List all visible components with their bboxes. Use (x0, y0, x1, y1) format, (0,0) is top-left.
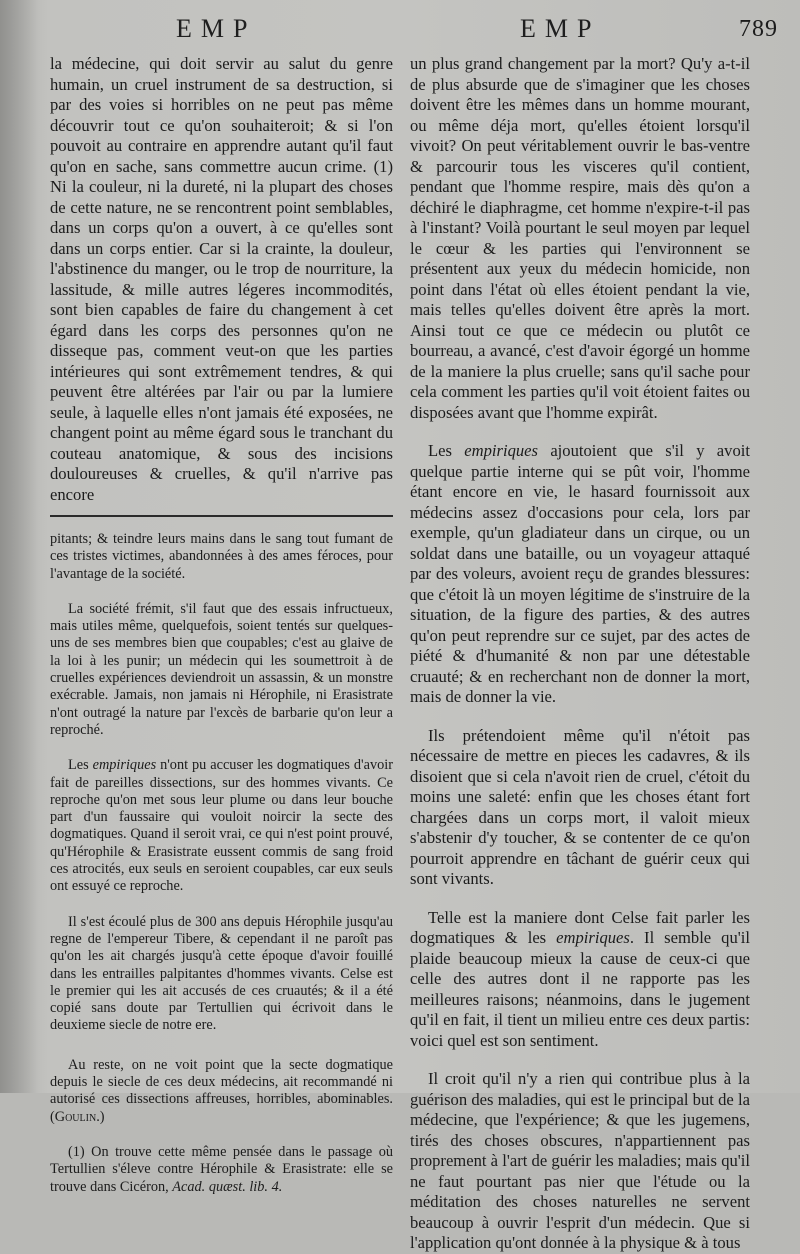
section-divider (50, 515, 393, 517)
running-head-right: EMP (520, 14, 601, 43)
right-paragraph-2: Les empiriques ajoutoient que s'il y avoit quelque partie interne qui se pût voir, l'homme étant encore en vie, le hasard fournissoit aux médecins assez d'occasions pour cela, lors par exemple, qu'un gladiateur dans un cirque, ou un soldat dans une bataille, ou un voyageur attaqué par des voleurs, avoient reçu de grandes blessures: que c'étoit là un moyen légitime de s'instruire de la situation, de la figure des parties, & des autres qu'on peut reprendre sur ce sujet, par des actes de piété & d'humanité & non par une détestable cruauté; & en recherchant non de donner la mort, mais de donner la vie. (410, 441, 750, 706)
left-paragraph-3: La société frémit, s'il faut que des essais infructueux, mais utiles même, quelquefois, soient tentés sur quelques-uns de ses membres bien que coupables; c'est au glaive de la loi à les punir; un médecin qui les soumettroit à de cruelles expériences deviendroit un assassin, & un monstre exécrable. Jamais, non jamais ni Hérophile, ni Erasistrate n'ont outragé la nature par l'excès de barbarie qu'on leur a reproché. (50, 600, 393, 738)
left-paragraph-1: la médecine, qui doit servir au salut du genre humain, un cruel instrument de sa destruction, si par des voies si horribles on ne peut pas même découvrir tout ce qu'on souhaiteroit; & si l'on pouvoit au contraire en apprendre autant qu'il faut qu'on en sache, sans commettre aucun crime. (1) Ni la couleur, ni la dureté, ni la plupart des choses de cette nature, ne se rencontrent point semblables, dans un corps qu'on a ouvert, à ce qu'elles sont dans un corps entier. Car si la crainte, la douleur, l'abstinence du manger, ou le trop de nourriture, la lassitude, & mille autres légeres incommodités, sont bien capables de faire du changement à cet égard dans les corps des personnes qu'on ne disseque pas, comment veut-on que les parties intérieures qui sont extrêmement tendres, & qui peuvent être altérées par l'air ou par la lumiere seule, à laquelle elles n'ont jamais été exposées, ne changent point au même égard sous le tranchant du couteau anatomique, & sous des incisions douloureuses & cruelles, & qu'il n'arrive pas encore (50, 54, 393, 504)
page-number: 789 (739, 16, 778, 42)
left-paragraph-6: Au reste, on ne voit point que la secte dogmatique depuis le siecle de ces deux médecins, ait recommandé ni autorisé ces dissections affreuses, horribles, abominables. (Goulin.) (50, 1056, 393, 1125)
left-paragraph-2: pitants; & teindre leurs mains dans le sang tout fumant de ces tristes victimes, abandonnées à des ames féroces, pour l'avantage de la société. (50, 531, 393, 582)
footnote: (1) On trouve cette même pensée dans le passage où Tertullien s'éleve contre Hérophile & Erasistrate: elle se trouve dans Cicéron, Acad. quæst. lib. 4. (50, 1143, 393, 1195)
empiriques-term: empiriques (464, 441, 539, 460)
right-paragraph-5: Il croit qu'il n'y a rien qui contribue plus à la guérison des maladies, qui est le principal but de la médecine, que l'expérience; & que les jugemens, tirés des choses obscures, n'appartiennent pas proprement à l'art de guérir les maladies; mais qu'il ne faut pourtant pas nier que l'étude ou la méditation des choses naturelles ne servent beaucoup à ouvrir l'esprit d'un médecin. Que si l'application qu'ont donnée à la physique & à tous (410, 1069, 750, 1252)
left-paragraph-4: Les empiriques n'ont pu accuser les dogmatiques d'avoir fait de pareilles dissections, sur des hommes vivants. Ce reproche qu'on met sous leur plume ou dans leur bouche part d'un faussaire qui vouloit noircir la secte des dogmatiques. Quand il seroit vrai, ce qui n'est point prouvé, qu'Hérophile & Erasistrate eussent commis de sang froid ces atrocités, eux seuls en seroient coupables, car eux seuls ont essuyé ce reproche. (50, 757, 393, 895)
right-paragraph-3: Ils prétendoient même qu'il n'étoit pas nécessaire de mettre en pieces les cadavres, & ils disoient que si cela n'avoit rien de cruel, c'étoit du moins une saleté: enfin que les choses étant fort chargées dans un corps mort, il valoit mieux s'abstenir d'y toucher, & se contenter de ce qu'on pourroit apprendre en tâchant de guérir ceux qui sont vivants. (410, 725, 750, 888)
left-column (50, 54, 393, 1196)
right-paragraph-1: un plus grand changement par la mort? Qu'y a-t-il de plus absurde que de s'imaginer que les choses doivent être les mêmes dans un homme mourant, ou même déja mort, qu'elles étoient lorsqu'il vivoit? On peut véritablement ouvrir le bas-ventre & parcourir tous les visceres qu'il contient, pendant que l'homme respire, mais dès qu'on a déchiré le diaphragme, cet homme n'expire-t-il pas à l'instant? Voilà pourtant le seul moyen par lequel le cœur & les parties qui l'environnent se présentent aux yeux du médecin homicide, non point dans l'état où elles étoient pendant la vie, mais telles qu'elles doivent être après la mort. Ainsi tout ce que ce médecin ou plutôt ce bourreau, a avancé, c'est d'avoir égorgé un homme de la maniere la plus cruelle; sans qu'il sache pour cela comment les parties qu'il voit étoient faites ou disposées avant que l'homme expirât. (410, 54, 750, 422)
footnote-reference: Acad. quæst. lib. 4. (172, 1178, 283, 1195)
right-column (410, 54, 750, 1254)
author-signature: Goulin (54, 1108, 97, 1125)
left-paragraph-5: Il s'est écoulé plus de 300 ans depuis Hérophile jusqu'au regne de l'empereur Tibere, & cependant il ne paroît pas qu'on les ait chargés jusqu'à cette époque d'avoir fouillé dans les entrailles palpitantes d'hommes vivants. Celse est le premier qui les ait accusés de ces cruautés; & il a été copié sans doute par Tertullien qui écrivoit dans le deuxieme siecle de notre ere. (50, 913, 393, 1034)
right-paragraph-4: Telle est la maniere dont Celse fait parler les dogmatiques & les empiriques. Il semble qu'il plaide beaucoup mieux la cause de ceux-ci que celle des autres dont il ne rapporte pas les meilleures raisons; néanmoins, dans le jugement qu'il en fait, il tient un milieu entre ces deux partis: voici quel est son sentiment. (410, 907, 750, 1050)
empiriques-term: empiriques (92, 757, 157, 774)
page-fold-shadow (0, 0, 38, 1093)
empiriques-term: empiriques (556, 928, 630, 947)
running-head-left: EMP (176, 14, 257, 43)
